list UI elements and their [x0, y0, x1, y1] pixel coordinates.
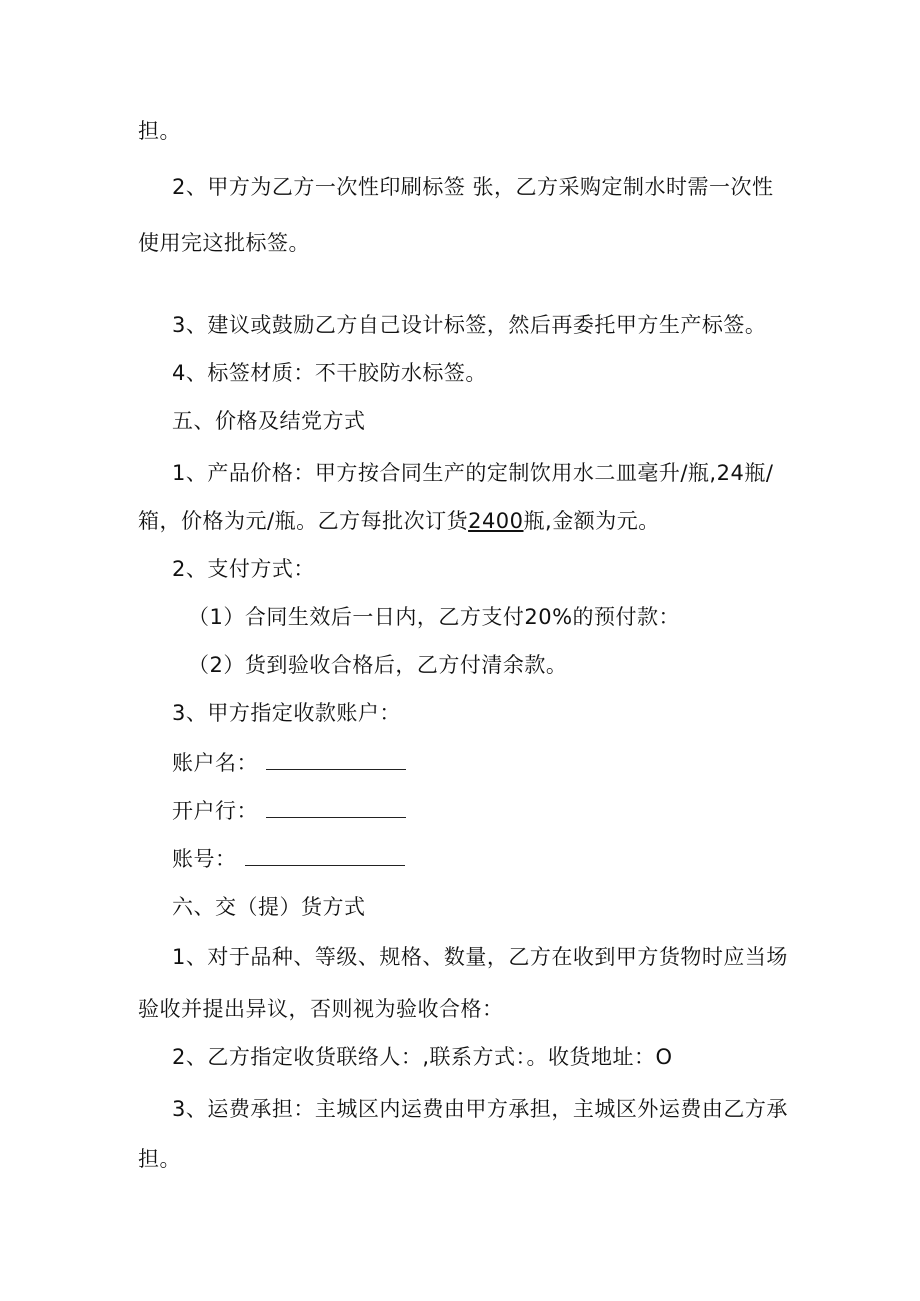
text-line: 担。 [138, 119, 181, 143]
blank-line [245, 847, 405, 866]
blank-line [266, 751, 406, 770]
field-label: 开户行： [172, 799, 258, 823]
text-line: 2、甲方为乙方一次性印刷标签 张，乙方采购定制水时需一次性 [172, 175, 774, 199]
text-line: 3、甲方指定收款账户： [172, 701, 401, 725]
text-line: 2、乙方指定收货联络人：,联系方式：。收货地址：O [172, 1045, 673, 1069]
section-heading: 五、价格及结党方式 [172, 409, 366, 433]
account-name-row [172, 748, 406, 778]
text-line: 担。 [138, 1147, 181, 1171]
text-line: 1、产品价格：甲方按合同生产的定制饮用水二皿毫升/瓶,24瓶/ [172, 461, 774, 485]
text-line: （1）合同生效后一日内，乙方支付20%的预付款： [188, 605, 681, 629]
text-line: 验收并提出异议，否则视为验收合格： [138, 997, 504, 1021]
text-line: 3、运费承担：主城区内运费由甲方承担，主城区外运费由乙方承 [172, 1097, 788, 1121]
text-line: 3、建议或鼓励乙方自己设计标签，然后再委托甲方生产标签。 [172, 313, 767, 337]
section-heading: 六、交（提）货方式 [172, 895, 366, 919]
field-label: 账户名： [172, 751, 258, 775]
bank-row [172, 796, 406, 826]
text-line: （2）货到验收合格后，乙方付清余款。 [188, 653, 568, 677]
underlined-quantity: 2400 [468, 509, 524, 533]
field-label: 账号： [172, 847, 237, 871]
text-line: 4、标签材质：不干胶防水标签。 [172, 361, 487, 385]
text-line: 2、支付方式： [172, 557, 315, 581]
blank-line [266, 799, 406, 818]
text-line: 使用完这批标签。 [138, 231, 310, 255]
text-segment: 箱，价格为元/瓶。乙方每批次订货 [138, 509, 469, 533]
text-segment: 瓶,金额为元。 [523, 509, 660, 533]
text-line: 1、对于品种、等级、规格、数量，乙方在收到甲方货物时应当场 [172, 945, 788, 969]
text-line [138, 506, 660, 536]
account-number-row [172, 844, 405, 874]
